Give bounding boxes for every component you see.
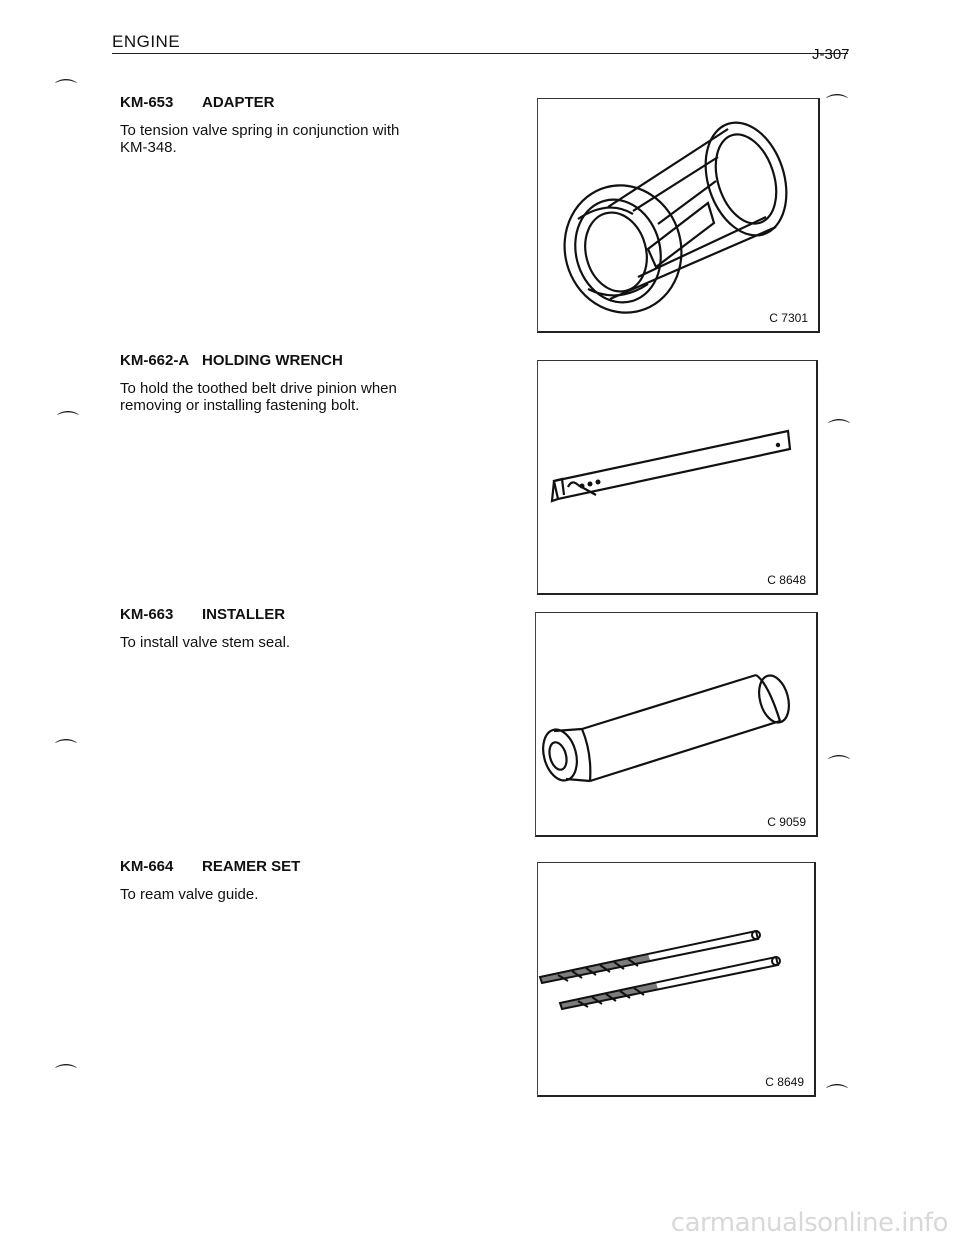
figure-panel [537,862,816,1097]
reamer-set-icon [538,863,814,1095]
figure-panel [537,98,820,333]
seal-installer-icon [536,613,816,835]
tool-description: To install valve stem seal. [120,634,291,651]
figure-panel [537,360,818,595]
figure-label: C 7301 [769,311,808,325]
tool-description: To tension valve spring in conjunction with KM-348. [120,122,400,156]
tool-code: KM-653 [120,94,174,111]
tool-name: INSTALLER [202,606,286,623]
scan-mark-icon: ⌒ [826,93,849,118]
figure-label: C 9059 [767,815,806,829]
figure-label: C 8648 [767,573,806,587]
valve-spring-adapter-icon [538,99,818,331]
figure-label: C 8649 [765,1075,804,1089]
scan-mark-icon: ⌒ [57,410,80,435]
scan-mark-icon: ⌒ [55,78,78,103]
tool-description: To hold the toothed belt drive pinion when removing or installing fastening bolt. [120,380,397,414]
page-number: J-307 [812,46,850,63]
tool-code: KM-662-A [120,352,190,369]
scan-mark-icon: ⌒ [55,1063,78,1088]
watermark-text: carmanualsonline.info [670,1208,948,1238]
tool-code: KM-663 [120,606,174,623]
tool-description: To ream valve guide. [120,886,259,903]
tool-name: ADAPTER [202,94,275,111]
scan-mark-icon: ⌒ [828,418,851,443]
scan-mark-icon: ⌒ [828,754,851,779]
holding-wrench-icon [538,361,816,593]
tool-title [120,858,300,875]
tool-name: REAMER SET [202,858,301,875]
scan-mark-icon: ⌒ [826,1083,849,1108]
tool-code: KM-664 [120,858,174,875]
section-title: ENGINE [112,32,181,51]
header-rule [112,53,848,54]
scan-mark-icon: ⌒ [55,738,78,763]
tool-title [120,606,285,623]
tool-title [120,94,275,111]
tool-title [120,352,343,369]
tool-name: HOLDING WRENCH [202,352,343,369]
figure-panel [535,612,818,837]
